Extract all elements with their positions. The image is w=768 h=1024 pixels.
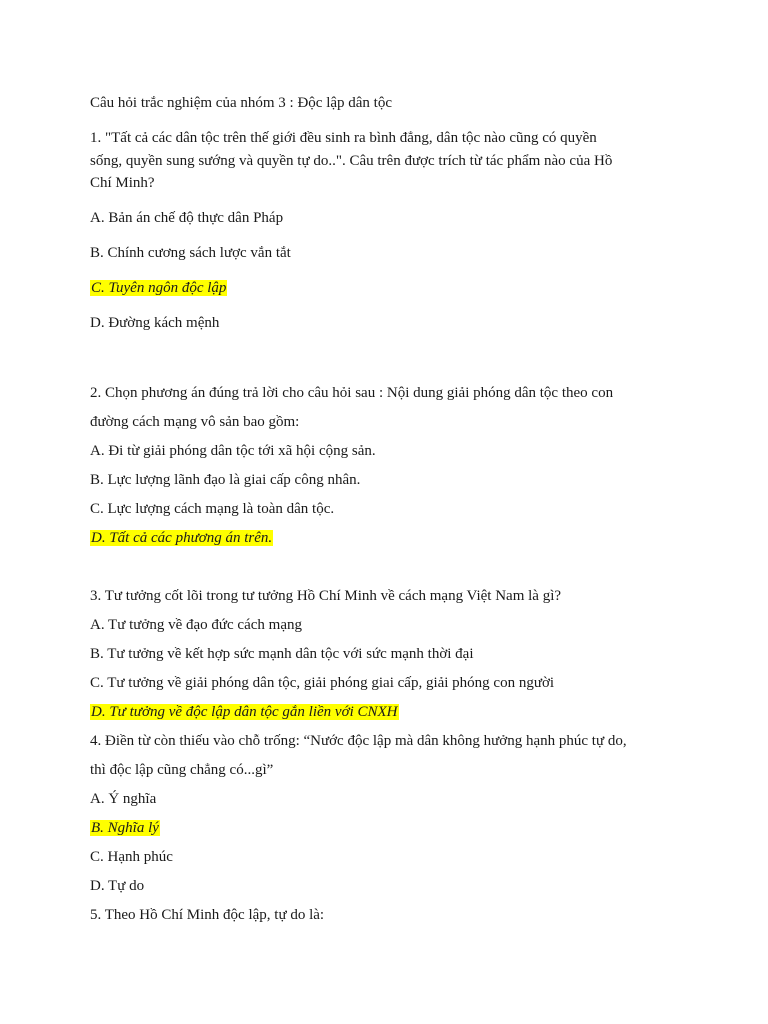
q5-text-line-1: 5. Theo Hồ Chí Minh độc lập, tự do là:	[90, 907, 325, 923]
q4-option-c: C. Hạnh phúc	[90, 849, 173, 865]
q2-option-d-answer	[90, 528, 273, 548]
q4-text-line-2: thì độc lập cũng chẳng có...gì”	[90, 762, 274, 778]
q1-option-d: D. Đường kách mệnh	[90, 315, 220, 331]
q2-option-c: C. Lực lượng cách mạng là toàn dân tộc.	[90, 501, 335, 517]
q4-option-a: A. Ý nghĩa	[90, 791, 157, 807]
q1-option-a: A. Bản án chế độ thực dân Pháp	[90, 210, 284, 226]
q2-text-line-1: 2. Chọn phương án đúng trả lời cho câu hỏi sau : Nội dung giải phóng dân tộc theo con	[90, 385, 614, 401]
answer-highlight: B. Nghĩa lý	[91, 820, 159, 836]
q3-option-a: A. Tư tưởng về đạo đức cách mạng	[90, 617, 302, 633]
q3-option-c: C. Tư tưởng về giải phóng dân tộc, giải phóng giai cấp, giải phóng con người	[90, 675, 555, 691]
answer-highlight: D. Tư tưởng về độc lập dân tộc gắn liền với CNXH	[91, 704, 398, 720]
document-title: Câu hỏi trắc nghiệm của nhóm 3 : Độc lập dân tộc	[90, 95, 392, 111]
q1-text-line-1: 1. "Tất cả các dân tộc trên thế giới đều sinh ra bình đẳng, dân tộc nào cũng có quyền	[90, 130, 597, 146]
q4-option-d: D. Tự do	[90, 878, 145, 894]
q3-option-d-answer	[90, 702, 399, 722]
q4-option-b-answer	[90, 818, 160, 838]
q1-text-line-3: Chí Minh?	[90, 175, 155, 191]
q2-text-line-2: đường cách mạng vô sản bao gồm:	[90, 414, 300, 430]
q2-option-b: B. Lực lượng lãnh đạo là giai cấp công nhân.	[90, 472, 361, 488]
answer-highlight: D. Tất cả các phương án trên.	[91, 530, 273, 546]
q3-option-b: B. Tư tưởng về kết hợp sức mạnh dân tộc với sức mạnh thời đại	[90, 646, 474, 662]
answer-highlight: C. Tuyên ngôn độc lập	[91, 280, 227, 296]
q3-text-line-1: 3. Tư tưởng cốt lõi trong tư tưởng Hồ Chí Minh về cách mạng Việt Nam là gì?	[90, 588, 562, 604]
q1-option-c-answer	[90, 278, 227, 298]
q2-option-a: A. Đi từ giải phóng dân tộc tới xã hội cộng sản.	[90, 443, 376, 459]
q1-option-b: B. Chính cương sách lược vắn tắt	[90, 245, 291, 261]
q4-text-line-1: 4. Điền từ còn thiếu vào chỗ trống: “Nước độc lập mà dân không hưởng hạnh phúc tự do,	[90, 733, 627, 749]
q1-text-line-2: sống, quyền sung sướng và quyền tự do..". Câu trên được trích từ tác phẩm nào của Hồ	[90, 153, 613, 169]
